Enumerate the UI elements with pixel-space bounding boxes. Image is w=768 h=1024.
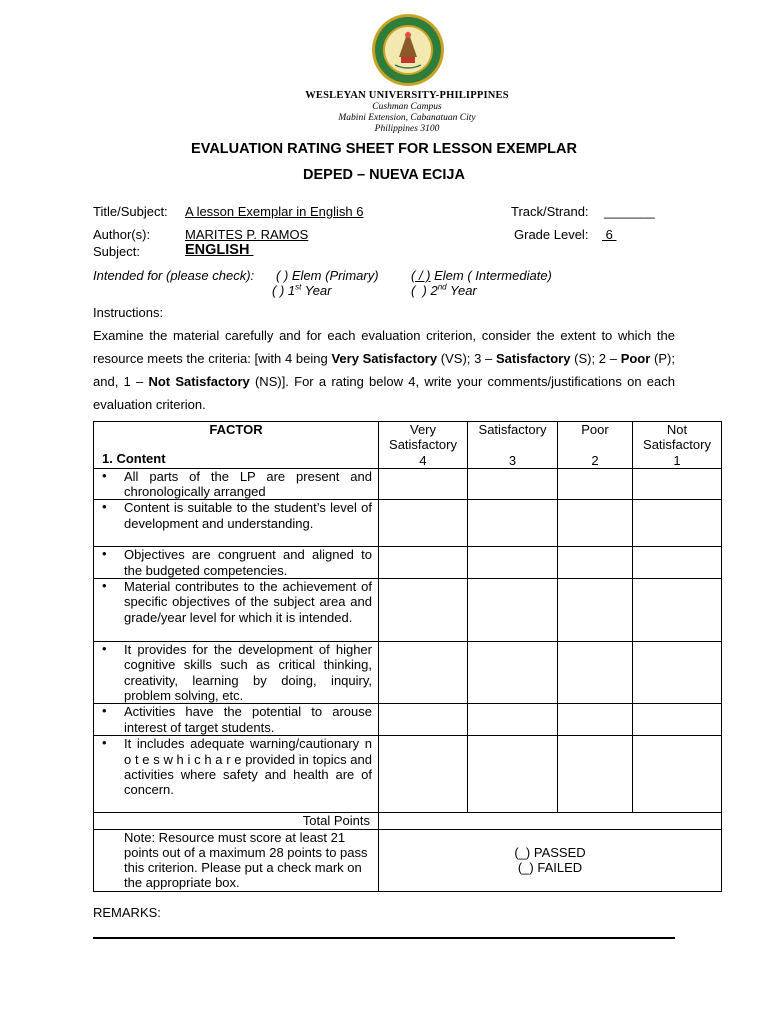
intended-option-2nd-year: ( ) 2nd Year xyxy=(411,282,477,298)
header-poor: Poor 2 xyxy=(558,422,633,469)
rating-cell-s[interactable] xyxy=(468,579,558,642)
rating-cell-p[interactable] xyxy=(558,642,633,704)
rating-cell-vs[interactable] xyxy=(379,704,468,736)
university-seal-logo xyxy=(371,13,445,87)
university-name: WESLEYAN UNIVERSITY-PHILIPPINES xyxy=(305,90,509,101)
title-subject-value: A lesson Exemplar in English 6 xyxy=(185,204,364,219)
pass-fail-cell xyxy=(379,829,722,891)
subject-label: Subject: xyxy=(93,244,140,259)
rating-cell-p[interactable] xyxy=(558,547,633,579)
author-value: MARITES P. RAMOS xyxy=(185,227,309,242)
title-subject-label: Title/Subject: xyxy=(93,204,168,219)
table-row xyxy=(94,736,722,813)
criterion-cell: • Material contributes to the achievement of specific objectives of the subject area and grade/year level for which it is intended. xyxy=(94,579,379,642)
rating-cell-ns[interactable] xyxy=(633,500,722,547)
rating-cell-ns[interactable] xyxy=(633,547,722,579)
factor-header: FACTOR xyxy=(209,422,263,437)
grade-level-value: 6 xyxy=(602,227,617,242)
factor-header-cell xyxy=(94,422,379,469)
criterion-cell: • All parts of the LP are present and chronologically arranged xyxy=(94,468,379,500)
section-content-label: 1. Content xyxy=(102,451,166,466)
table-row xyxy=(94,704,722,736)
rating-cell-ns[interactable] xyxy=(633,468,722,500)
criterion-cell: • It provides for the development of higher cognitive skills such as critical thinking, creativity, learning by doing, inquiry, problem solving, etc. xyxy=(94,642,379,704)
rating-cell-vs[interactable] xyxy=(379,736,468,813)
intended-option-primary: ( ) Elem (Primary) xyxy=(276,268,379,283)
header-very-satisfactory: Very Satisfactory 4 xyxy=(379,422,468,469)
rating-cell-ns[interactable] xyxy=(633,579,722,642)
rating-cell-vs[interactable] xyxy=(379,579,468,642)
intended-check-mark: ( / ) xyxy=(411,268,431,283)
instructions-label: Instructions: xyxy=(93,305,164,320)
passed-checkbox[interactable]: (_) PASSED xyxy=(514,844,586,860)
track-strand-label: Track/Strand: xyxy=(511,204,589,219)
intended-option-intermediate: ( / ) Elem ( Intermediate) xyxy=(411,268,552,283)
intended-label: Intended for (please check): xyxy=(93,268,255,283)
campus-country: Philippines 3100 xyxy=(374,124,440,134)
rating-cell-p[interactable] xyxy=(558,736,633,813)
subject-value: ENGLISH xyxy=(185,242,254,258)
total-points-label: Total Points xyxy=(94,813,379,829)
table-header-row xyxy=(94,422,722,469)
bullet-icon: • xyxy=(102,578,107,594)
criterion-cell: • Content is suitable to the student’s level of development and understanding. xyxy=(94,500,379,547)
passing-note: Note: Resource must score at least 21 points out of a maximum 28 points to pass this criterion. Please put a check mark on the appropriate box. xyxy=(94,829,379,891)
criterion-cell: • Activities have the potential to arouse interest of target students. xyxy=(94,704,379,736)
table-row xyxy=(94,642,722,704)
rating-cell-vs[interactable] xyxy=(379,500,468,547)
grade-level-label: Grade Level: xyxy=(514,227,589,242)
rating-cell-p[interactable] xyxy=(558,468,633,500)
table-row xyxy=(94,468,722,500)
table-row xyxy=(94,500,722,547)
evaluation-table xyxy=(93,421,722,892)
rating-cell-ns[interactable] xyxy=(633,704,722,736)
table-row xyxy=(94,547,722,579)
header-not-satisfactory: Not Satisfactory 1 xyxy=(633,422,722,469)
rating-cell-ns[interactable] xyxy=(633,736,722,813)
criterion-cell: • Objectives are congruent and aligned to the budgeted competencies. xyxy=(94,547,379,579)
bullet-icon: • xyxy=(102,641,107,657)
bullet-icon: • xyxy=(102,467,107,483)
rating-cell-s[interactable] xyxy=(468,500,558,547)
bullet-icon: • xyxy=(102,499,107,515)
rating-cell-p[interactable] xyxy=(558,704,633,736)
bullet-icon: • xyxy=(102,735,107,751)
track-strand-value: _______ xyxy=(604,204,655,219)
rating-cell-s[interactable] xyxy=(468,468,558,500)
remarks-line[interactable] xyxy=(93,937,675,939)
rating-cell-s[interactable] xyxy=(468,642,558,704)
failed-checkbox[interactable]: (_) FAILED xyxy=(517,860,583,876)
remarks-label: REMARKS: xyxy=(93,905,161,920)
rating-cell-vs[interactable] xyxy=(379,468,468,500)
rating-cell-vs[interactable] xyxy=(379,547,468,579)
rating-cell-s[interactable] xyxy=(468,547,558,579)
note-row xyxy=(94,829,722,891)
document-subtitle: DEPED – NUEVA ECIJA xyxy=(303,167,465,183)
document-title: EVALUATION RATING SHEET FOR LESSON EXEMPLAR xyxy=(191,141,577,157)
rating-cell-p[interactable] xyxy=(558,579,633,642)
criterion-cell: • It includes adequate warning/cautionary n o t e s w h i c h a r e provided in topics and activities where safety and health are of concern. xyxy=(94,736,379,813)
rating-cell-vs[interactable] xyxy=(379,642,468,704)
bullet-icon: • xyxy=(102,546,107,562)
header-satisfactory: Satisfactory 3 xyxy=(468,422,558,469)
rating-cell-ns[interactable] xyxy=(633,642,722,704)
campus-name: Cushman Campus xyxy=(372,102,442,112)
campus-address: Mabini Extension, Cabanatuan City xyxy=(338,113,476,123)
total-points-value-cell[interactable] xyxy=(379,813,722,829)
bullet-icon: • xyxy=(102,703,107,719)
rating-cell-s[interactable] xyxy=(468,704,558,736)
total-points-row xyxy=(94,813,722,829)
rating-cell-p[interactable] xyxy=(558,500,633,547)
instructions-paragraph: Examine the material carefully and for each evaluation criterion, consider the extent to which the resource meets the criteria: [with 4 being Very Satisfactory (VS); 3 – Satisfactory (S); 2 – Poor (P); and, 1 – Not Satisfactory (NS)]. For a rating below 4, write your comments/justifications on each evaluation criterion. xyxy=(93,328,675,412)
author-label: Author(s): xyxy=(93,227,151,242)
table-row xyxy=(94,579,722,642)
rating-cell-s[interactable] xyxy=(468,736,558,813)
intended-option-1st-year: ( ) 1st Year xyxy=(272,282,332,298)
